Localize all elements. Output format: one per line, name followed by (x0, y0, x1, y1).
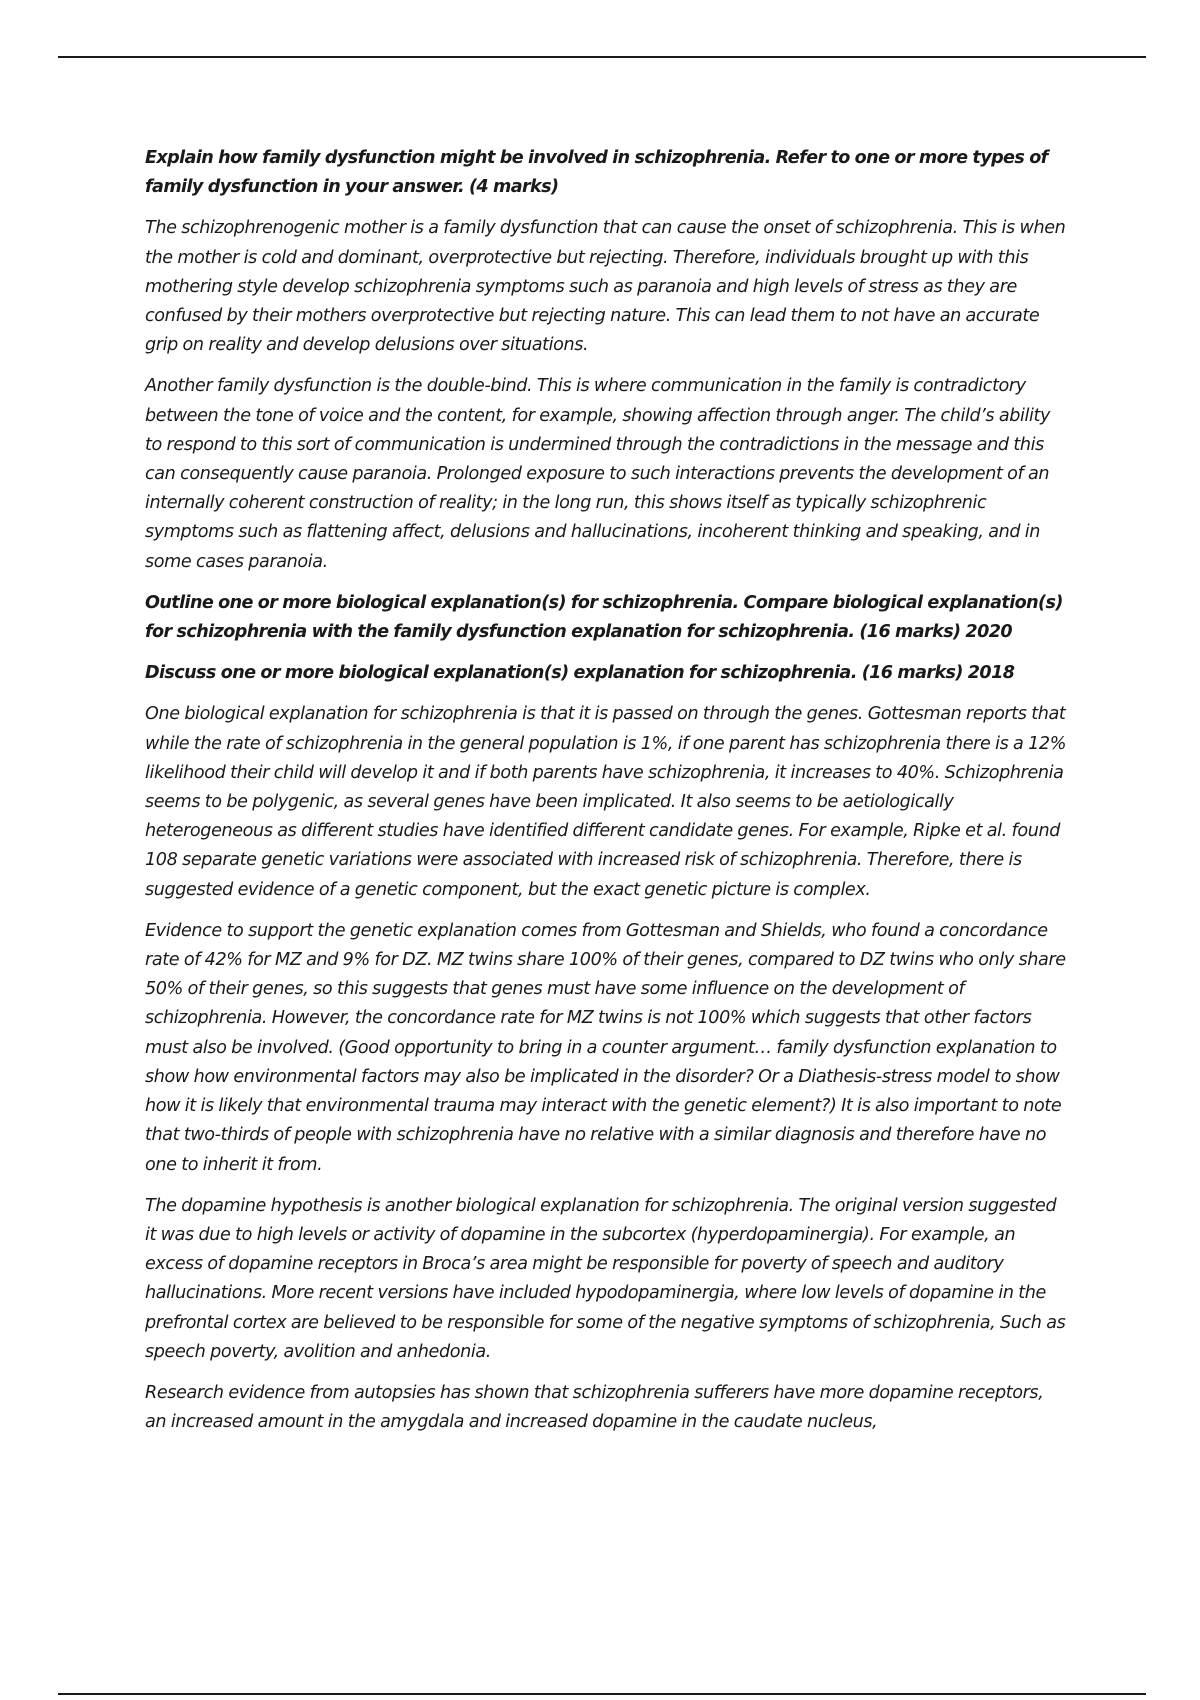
header-rule (58, 56, 1146, 58)
question-heading-biological-2020: Outline one or more biological explanation(s) for schizophrenia. Compare biological explanation(s) for schizophrenia with the family dysfunction explanation for schizophrenia. (16 marks) 2020 (145, 592, 1063, 643)
answer-paragraph-double-bind: Another family dysfunction is the double-bind. This is where communication in the family is contradictory between the tone of voice and the content, for example, showing affection through anger. The child’s ability to respond to this sort of communication is undermined through the contradictions in the message and this can consequently cause paranoia. Prolonged exposure to such interactions prevents the development of an internally coherent construction of reality; in the long run, this shows itself as typically schizophrenic symptoms such as flattening affect, delusions and hallucinations, incoherent thinking and speaking, and in some cases paranoia. (145, 376, 1051, 572)
answer-paragraph-autopsy-evidence: Research evidence from autopsies has shown that schizophrenia sufferers have more dopamine receptors, an increased amount in the amygdala and increased dopamine in the caudate nucleus, (145, 1382, 1044, 1433)
answer-paragraph-twin-evidence: Evidence to support the genetic explanation comes from Gottesman and Shields, who found a concordance rate of 42% for MZ and 9% for DZ. MZ twins share 100% of their genes, compared to DZ twins who only share 50% of their genes, so this suggests that genes must have some influence on the development of schizophrenia. However, the concordance rate for MZ twins is not 100% which suggests that other factors must also be involved. (Good opportunity to bring in a counter argument… family dysfunction explanation to show how environmental factors may also be implicated in the disorder? Or a Diathesis-stress model to show how it is likely that environmental trauma may interact with the genetic element?) It is also important to note that two-thirds of people with schizophrenia have no relative with a similar diagnosis and therefore have no one to inherit it from. (145, 920, 1066, 1175)
document-body (145, 144, 1067, 1449)
question-heading-family-dysfunction: Explain how family dysfunction might be involved in schizophrenia. Refer to one or more types of family dysfunction in your answer. (4 marks) (145, 148, 1048, 198)
answer-paragraph-genetic-explanation: One biological explanation for schizophrenia is that it is passed on through the genes. Gottesman reports that while the rate of schizophrenia in the general population is 1%, if one parent has schizophrenia there is a 12% likelihood their child will develop it and if both parents have schizophrenia, it increases to 40%. Schizophrenia seems to be polygenic, as several genes have been implicated. It also seems to be aetiologically heterogeneous as different studies have identified different candidate genes. For example, Ripke et al. found 108 separate genetic variations were associated with increased risk of schizophrenia. Therefore, there is suggested evidence of a genetic component, but the exact genetic picture is complex. (145, 704, 1067, 900)
footer-rule (58, 1693, 1146, 1695)
question-heading-biological-2018: Discuss one or more biological explanation(s) explanation for schizophrenia. (16 marks) 2018 (145, 663, 1015, 684)
answer-paragraph-schizophrenogenic-mother: The schizophrenogenic mother is a family dysfunction that can cause the onset of schizophrenia. This is when the mother is cold and dominant, overprotective but rejecting. Therefore, individuals brought up with this mothering style develop schizophrenia symptoms such as paranoia and high levels of stress as they are confused by their mothers overprotective but rejecting nature. This can lead them to not have an accurate grip on reality and develop delusions over situations. (145, 218, 1066, 356)
answer-paragraph-dopamine-hypothesis: The dopamine hypothesis is another biological explanation for schizophrenia. The original version suggested it was due to high levels or activity of dopamine in the subcortex (hyperdopaminergia). For example, an excess of dopamine receptors in Broca’s area might be responsible for poverty of speech and auditory hallucinations. More recent versions have included hypodopaminergia, where low levels of dopamine in the prefrontal cortex are believed to be responsible for some of the negative symptoms of schizophrenia, Such as speech poverty, avolition and anhedonia. (145, 1195, 1066, 1362)
